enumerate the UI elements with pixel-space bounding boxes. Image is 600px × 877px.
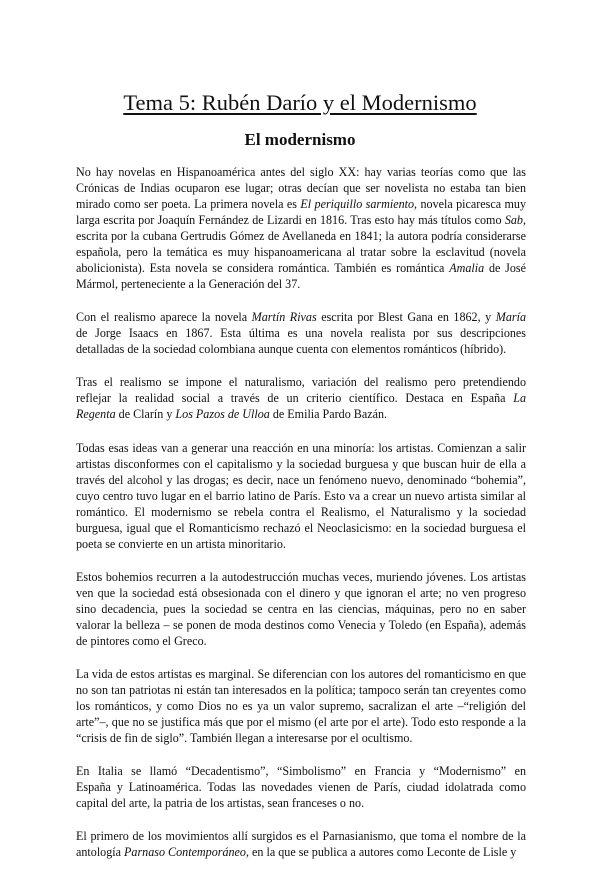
text-run: cuyo centro tuvo lugar en el barrio latino de París. Esto va a crear un nuevo artista similar al (76, 489, 526, 503)
text-run: valorar la belleza – se ponen de moda destinos como Venecia y Toledo (en España), además (76, 618, 526, 632)
text-run: los románticos, y como Dios no es ya un valor supremo, sacralizan el arte –“religión del (76, 699, 526, 713)
text-line (76, 536, 526, 552)
text-run: española, pero la temática es muy hispanoamericana al tratar sobre la esclavitud (novela (76, 245, 526, 259)
text-run: ven que la sociedad está obsesionada con el dinero y que ignoran el arte; no ven progreso (76, 586, 526, 600)
text-line (76, 374, 526, 390)
text-run: sino decadencia, pues la sociedad se centra en las ciencias, máquinas, pero no en saber (76, 602, 526, 616)
text-line (76, 341, 526, 357)
text-line (76, 276, 526, 292)
text-line (76, 601, 526, 617)
text-line (76, 763, 526, 779)
text-run: , novela picaresca muy (414, 197, 527, 211)
paragraph (76, 309, 526, 357)
text-run: capital del arte, la patria de los artistas, sean franceses o no. (76, 796, 365, 810)
text-line (76, 698, 526, 714)
text-line (76, 520, 526, 536)
text-run: arte”–, que no se justifica más que por el mismo (el arte por el arte). Todo esto responde a la (76, 715, 526, 729)
text-line (76, 844, 526, 860)
text-run: poeta se convierte en un artista minoritario. (76, 537, 286, 551)
text-line (76, 390, 526, 406)
paragraph (76, 440, 526, 552)
text-line (76, 244, 526, 260)
text-run: reflejar la realidad social a través de un criterio científico. Destaca en España (76, 391, 514, 405)
text-run: En Italia se llamó “Decadentismo”, “Simbolismo” en Francia y “Modernismo” en (76, 764, 526, 778)
text-line (76, 164, 526, 180)
text-run: mirado como ser poeta. La primera novela es (76, 197, 301, 211)
paragraph (76, 666, 526, 746)
text-line (76, 488, 526, 504)
text-line (76, 309, 526, 325)
text-line (76, 456, 526, 472)
text-run: Crónicas de Indias ocuparon ese lugar; otras decían que ser novelista no estaba tan bien (76, 181, 526, 195)
text-run: Con el realismo aparece la novela (76, 310, 252, 324)
text-run: escrita por la cubana Gertrudis Gómez de Avellaneda en 1841; la autora podría considerarse (76, 229, 526, 243)
text-run: No hay novelas en Hispanoamérica antes del siglo XX: hay varias teorías como que las (76, 165, 526, 179)
italic-text: Parnaso Contemporáneo (124, 845, 246, 859)
body-text (76, 164, 526, 877)
text-line (76, 228, 526, 244)
text-run: abolicionista). Esta novela se considera romántica. También es romántica (76, 261, 450, 275)
text-line (76, 795, 526, 811)
text-run: de Jorge Isaacs en 1867. Esta última es una novela realista por sus descripciones (76, 326, 526, 340)
text-line (76, 730, 526, 746)
italic-text: Sab (504, 213, 523, 227)
text-run: detalladas de la sociedad colombiana aunque cuenta con elementos románticos (híbrido). (76, 342, 507, 356)
text-line (76, 196, 526, 212)
text-line (76, 212, 526, 228)
italic-text: La (513, 391, 526, 405)
text-run: Mármol, perteneciente a la Generación del 37. (76, 277, 301, 291)
text-run: Todas esas ideas van a generar una reacción en una minoría: los artistas. Comienzan a salir (76, 441, 526, 455)
text-run: de Emilia Pardo Bazán. (269, 407, 388, 421)
text-line (76, 569, 526, 585)
text-line (76, 260, 526, 276)
text-run: de Clarín y (115, 407, 176, 421)
text-line (76, 714, 526, 730)
text-run: artistas disconformes con el capitalismo y la sociedad burguesa y que buscan huir de ella a (76, 457, 526, 471)
italic-text: Martín Rivas (251, 310, 317, 324)
text-run: “crisis de fin de siglo”. También llegan a interesarse por el ocultismo. (76, 731, 413, 745)
text-run: Estos bohemios recurren a la autodestrucción muchas veces, muriendo jóvenes. Los artistas (76, 570, 526, 584)
text-line (76, 828, 526, 844)
text-run: romántico. El modernismo se rebela contra el Realismo, el Naturalismo y la sociedad (76, 505, 526, 519)
italic-text: El periquillo sarmiento (300, 197, 415, 211)
text-run: , en la que se publica a autores como Leconte de Lisle y (245, 845, 517, 859)
paragraph (76, 374, 526, 422)
text-line (76, 633, 526, 649)
text-line (76, 779, 526, 795)
paragraph (76, 828, 526, 860)
text-run: larga escrita por Joaquín Fernández de Lizardi en 1816. Tras esto hay más títulos como (76, 213, 505, 227)
italic-text: María (495, 310, 526, 324)
text-line (76, 472, 526, 488)
paragraph (76, 164, 526, 292)
paragraph (76, 569, 526, 649)
section-heading: El modernismo (244, 130, 356, 149)
text-run: El primero de los movimientos allí surgidos es el Parnasianismo, que toma el nombre de la (76, 829, 526, 843)
text-run: Tras el realismo se impone el naturalismo, variación del realismo pero pretendiendo (76, 375, 526, 389)
text-line (76, 406, 526, 422)
text-run: , (522, 213, 526, 227)
text-run: burguesa, igual que el Romanticismo rechazó el Neoclasicismo: en la sociedad burguesa el (76, 521, 526, 535)
text-run: de José (484, 261, 526, 275)
italic-text: Los Pazos de Ulloa (175, 407, 270, 421)
text-line (76, 504, 526, 520)
text-line (76, 180, 526, 196)
text-run: escrita por Blest Gana en 1862, y (316, 310, 496, 324)
text-run: de pintores como el Greco. (76, 634, 207, 648)
text-line (76, 617, 526, 633)
text-line (76, 585, 526, 601)
text-run: La vida de estos artistas es marginal. Se diferencian con los autores del romanticismo en que (76, 667, 526, 681)
italic-text: Regenta (76, 407, 116, 421)
paragraph (76, 763, 526, 811)
text-line (76, 325, 526, 341)
text-line (76, 666, 526, 682)
text-run: antología (76, 845, 125, 859)
document-title: Tema 5: Rubén Darío y el Modernismo (123, 90, 477, 115)
text-line (76, 440, 526, 456)
text-run: España y Latinoamérica. Todas las novedades vienen de París, ciudad idolatrada como (76, 780, 526, 794)
text-run: través del alcohol y las drogas; es decir, nace un fenómeno nuevo, denominado “bohemia”, (76, 473, 526, 487)
text-line (76, 682, 526, 698)
text-run: no son tan patriotas ni están tan interesados en la política; tampoco serán tan creyentes como (76, 683, 526, 697)
italic-text: Amalia (449, 261, 485, 275)
